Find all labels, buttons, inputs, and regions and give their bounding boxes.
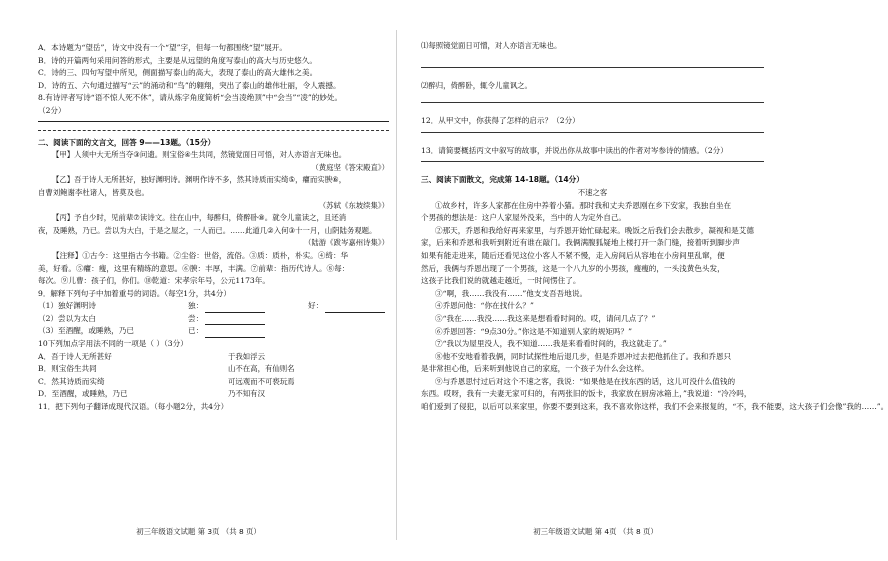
q9-answer-blank-1[interactable] (205, 304, 265, 313)
q9-sentence-1: （1）独好渊明诗 (38, 301, 96, 311)
essay-line-15: ⑨与乔恩思忖过后对这个不速之客，我说：“如果他是在找东西的话，这儿可没什么值钱的 (435, 376, 736, 386)
q10-option-d (38, 388, 389, 401)
q9-item-3 (38, 325, 389, 338)
q7-option-b: B．诗的开篇两句采用问答的形式，主要是从远望的角度写泰山的高大与历史悠久。 (38, 55, 317, 65)
essay-line-17: 咱们爱到了侵犯，以后可以来家里，你要不要到这来，我不喜欢你这样，我们不会来报复的，“不，我不能要，这大孩子们会像”我的……”。 (421, 402, 888, 412)
right-page (397, 0, 888, 561)
q10-option-c-left: C．然其诗质而实绮 (38, 376, 105, 386)
q8-question: 8.有诗评者写诗“语不惊人死不休”，请从炼字角度简析“会当凌绝顶”中“会当”“凌”的妙处。 (38, 93, 343, 103)
essay-line-11: ⑥乔恩回答：“9点30分。”你这是不知道别人家的规矩吗？” (435, 326, 632, 336)
passage-c-line1: 【丙】予自少时，见前辈⑦读诗文。往在山中，每醉归，倚醉卧⑧。就令儿童读之，且还消 (52, 213, 347, 223)
q12-answer-line[interactable] (421, 132, 764, 133)
essay-line-6: 然后，我俩与乔恩出现了一个男孩，这是一个八九岁的小男孩，瘦瘦的，一头浅黄色头发， (421, 263, 725, 273)
translation-2-answer-line[interactable] (421, 102, 764, 103)
q10-option-a-left: A．吾于诗人无所甚好 (38, 351, 112, 361)
q13-question: 13．请简要概括丙文中叙写的故事，并说出你从故事中读出的作者对岑参诗的情感。（2分） (421, 145, 728, 155)
essay-line-13: ⑧他不安地看着我俩，同时试探性地后退几步，但是乔恩冲过去把他抓住了。我和乔恩只 (435, 351, 732, 361)
left-page-content (38, 42, 389, 414)
q9-answer-blank-3[interactable] (205, 329, 265, 338)
q10-option-a (38, 351, 389, 364)
q8-score: （2分） (38, 105, 66, 115)
q7-option-a: A．本诗题为“望岳”，诗文中没有一个“望”字，但每一句都围绕“望”展开。 (38, 43, 287, 52)
passage-c-source: （陆游《跋岑嘉州诗集》） (304, 238, 389, 248)
q10-option-c-right: 可远观而不可亵玩焉 (228, 376, 295, 386)
q9-sentence-3: （3）至酒醒，或睡熟，乃已 (38, 326, 134, 336)
translation-1-answer-line[interactable] (421, 67, 764, 68)
q11-title: 11．把下列句子翻译成现代汉语。（每小题2分，共4分） (38, 402, 229, 412)
essay-line-12: ⑦“我以为屋里没人，我不知道……我是来看看时间的，我这就走了。” (435, 339, 667, 349)
passage-b-source: （苏轼《东坡续集》） (318, 200, 389, 210)
essay-line-3: ②那天，乔恩和我给好再来家里，与乔恩开始忙碌起来。晚饭之后我们会去散步，凝视和是艾德 (435, 225, 754, 235)
dashed-divider (38, 130, 389, 131)
right-page-content (421, 40, 888, 414)
q10-option-b-left: B．则宝俗生共同 (38, 364, 97, 374)
passage-c-line2: 夜，及睡熟，乃已。尝以为大白，于是之屋之，一人而已。……此道几②入何③十一月，山阴陆务观题。 (38, 225, 377, 235)
passage-b-line2: 自曹刘鲍谢李杜诸人，皆莫及也。 (38, 187, 149, 197)
passage-a-source: （黄庭坚《答宋殿直》） (311, 162, 389, 172)
q9-label-1: 独： (188, 301, 204, 311)
translation-2: ⑵醉归，倚醉卧，辄令儿童讽之。 (421, 80, 532, 90)
q10-option-b (38, 363, 389, 376)
q9-answer-blank-1b[interactable] (325, 304, 385, 313)
essay-line-14: 是非常担心他，后来听到他说自己的家庭，一个孩子为什么会这样。 (421, 364, 649, 374)
q12-question: 12．从甲文中，你获得了怎样的启示？（2分） (421, 116, 580, 126)
q10-option-c (38, 376, 389, 389)
q9-item-1 (38, 300, 389, 313)
q10-option-d-right: 乃不知有汉 (228, 389, 265, 399)
left-page-footer: 初三年级语文试题 第 3页 （共 8 页） (136, 527, 261, 536)
q10-title: 10下列加点字用法不同的一项是（ ）（3分） (38, 339, 188, 349)
q10-option-d-left: D．至酒醒，或睡熟，乃已 (38, 389, 128, 399)
essay-line-2: 个男孩的想法是：这户人家屋外没来，当中的人为定外自己。 (421, 213, 627, 223)
essay-line-8: ③“啊，我……我没有……”他支支吾吾地说。 (435, 288, 588, 298)
q10-option-b-right: 山不在高，有仙则名 (228, 364, 295, 374)
q7-option-c: C．诗的三、四句写望中所见，侧面描写泰山的高大，表现了泰山的高大雄伟之美。 (38, 68, 318, 78)
q9-label-2: 尝： (188, 313, 204, 323)
essay-title: 不速之客 (577, 187, 608, 197)
q9-sentence-2: （2）尝以为太白 (38, 313, 96, 323)
q10-option-a-right: 于我如浮云 (228, 351, 265, 361)
q7-option-d: D．诗的五、六句通过描写“云”的涌动和“鸟”的翱翔，突出了泰山的雄伟壮丽，令人震撼。 (38, 80, 341, 90)
notes-line2: 美，好看。⑤癯：瘦，这里有精练的意思。⑥腴：丰厚，丰满。⑦前辈：指历代诗人。⑧每： (38, 263, 350, 273)
essay-line-4: 家，后来和乔恩和我听到附近有谁在敲门。我俩满腹狐疑地上楼打开一条门缝，接着听到脚步声 (421, 238, 740, 248)
essay-line-5: 如果有能走进来，随后还看见这位小客人不紧不慢，走入房间后从容地在小房间里乱窜，便 (421, 250, 725, 260)
q9-item-2 (38, 313, 389, 326)
section3-title: 三、阅读下面散文，完成第 14-18题。（14分） (421, 175, 584, 185)
passage-b-line1: 【乙】吾于诗人无所甚好，独好渊明诗。渊明作诗不多，然其诗质而实绮⑤，癯而实腴⑥， (52, 175, 347, 185)
passage-a-line1: 【甲】人须中大无所当夺③问遗。则宝俗④生共同，然镜觉面日可悟，对人亦语言无味也。 (52, 150, 347, 160)
essay-line-1: ①故乡村，许多人家都在住房中养着小猫。那时我和丈夫乔恩刚在乡下安家，我独自坐在 (435, 200, 732, 210)
q8-answer-line[interactable] (38, 121, 389, 122)
essay-line-10: ⑤“我在……我没……我这来是想看看时间的。哎，请问几点了？” (435, 313, 656, 323)
right-page-footer: 初三年级语文试题 第 4页 （共 8 页） (533, 527, 658, 536)
q9-label-3: 已： (188, 326, 204, 336)
section2-title: 二、阅读下面的文言文，回答 9——13题。（15分） (38, 137, 216, 147)
essay-line-7: 这孩子比我们说的就越走越近，一时间愣住了。 (421, 276, 581, 286)
left-page (0, 0, 397, 561)
q9-label-1b: 好： (308, 301, 324, 311)
notes-line1: 【注释】①古今：这里指古今书籍。②尘俗：世俗，流俗。③质：质朴，朴实。④绮：华 (52, 250, 349, 260)
q9-answer-blank-2[interactable] (205, 316, 265, 325)
translation-1: ⑴每照镜觉面日可憎，对人亦语言无味也。 (421, 41, 562, 50)
essay-line-9: ④乔恩问他：“你在找什么？” (435, 301, 534, 311)
q9-title: 9．解释下列句子中加着重号的词语。（每空1分，共4分） (38, 288, 231, 298)
q13-answer-line[interactable] (421, 161, 764, 162)
notes-line3: 每次。⑨儿曹：孩子们，你们。⑩乾道：宋孝宗年号，公元1173年。 (38, 276, 270, 286)
essay-line-16: 东西。哎呀，我有一夫妻无家可归的，有两张旧的饭卡，我家放在厨房冰箱上，”我说道：“冷冷吗， (421, 389, 752, 399)
